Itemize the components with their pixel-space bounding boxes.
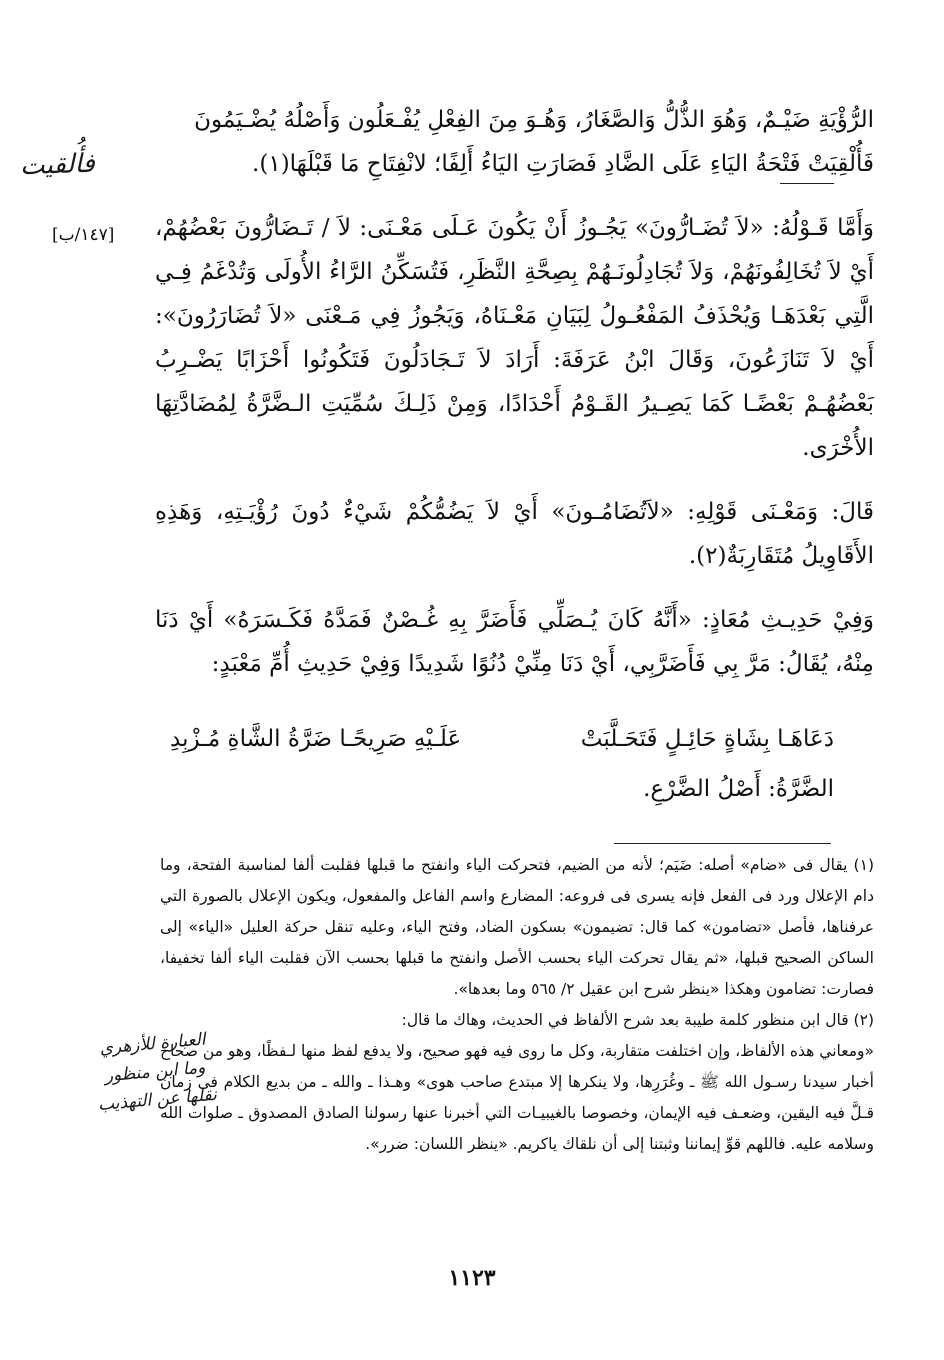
handwritten-line-3: نقلها عن التهذيب [97,1084,218,1116]
text-line-2: فَأُلْقِيَتْ فَتْحَةُ اليَاءِ عَلَى الضَّادِ فَصَارَتِ اليَاءُ أَلِفًا؛ لانْفِتَاحِ مَا قَبْلَهَا(١). [252,151,874,177]
footnote-divider [614,843,831,844]
footnote-2-body: «ومعاني هذه الألفاظ، وإن اختلفت متقاربة، وكل ما روى فيه فهو صحيح، ولا يدفع لفظ منها لـفظًا، وهو من صحاح أخبار سيدنا رسـول الله ﷺ ـ وغُرَرِها، ولا ينكرها إلا مبتدع صاحب هوى» وهـذا ـ والله ـ من بديع الكلام فى زمان قـلَّ فيه اليقين، وضعـف فيه الإيمان، وخصوصا بالغيبيـات التي أخبرنا عنها رسولنا الصادق المصدوق ـ صلوات الله وسلامه عليه. فاللهم قوِّ إيماننا وثبتنا إلى أن نلقاك ياكريم. «ينظر اللسان: ضرر». [160,1042,874,1153]
text-line-1: الرُّؤْيَةِ ضَيْـمٌ، وَهُوَ الذُّلُّ وَالصَّغَارُ، وَهُـوَ مِنَ الفِعْلِ يُفْـعَلُون وَأَصْلُهُ يُضْـيَمُونَ [194,107,874,133]
footnote-1: (١) يقال فى «ضام» أصله: ضَيَم؛ لأنه من الضيم، فتحركت الياء وانفتح ما قبلها فقلبت ألفا لمناسبة الفتحة، وما دام الإعلال ورد فى الفعل فإنه يسرى فى فروعه: المضارع واسم الفاعل والمفعول، ويكون الإعلال بالصورة التي عرفناها، فأصل «تضامون» كما قال: تضيمون» بسكون الضاد، وفتح الياء، وعليه تنقل حركة العليل «الياء» إلى الساكن الصحيح قبلها، «ثم يقال تحركت الياء بحسب الأصل وانفتح ما قبلها بحسب الآن فقلبت الياء ألفا تخفيفا، فصارت: تضامون وهكذا «ينظر شرح ابن عقيل ٢/ ٥٦٥ وما بعدها». [160,856,874,998]
paragraph-hadith-muadh: وَفِيْ حَدِيـثِ مُعَاذٍ: «أَنَّهُ كَانَ يُـصَلِّي فَأَضَرَّ بِهِ غُـصْنٌ فَمَدَّهُ فَكَـسَرَهُ» أَيْ دَنَا مِنْهُ، يُقَالُ: مَرَّ بِي فَأَضَرَّبِي، أَيْ دَنَا مِنِّيْ دُنُوًا شَدِيدًا وَفِيْ حَدِيثِ أُمِّ مَعْبَدٍ: [155,607,874,677]
paragraph-idiom: وَأَمَّا قَـوْلُهُ: «لاَ تُضَـارُّونَ» يَجُـوزُ أَنْ يَكُونَ عَـلَى مَعْـنَى: لاَ / تَـضَارُّونَ بَعْضُهُمْ، أَيْ لاَ تُخَالِفُونَهُمْ، وَلاَ تُجَادِلُونَـهُمْ بِصِحَّةِ النَّظَرِ، فَتُسَكِّنُ الرَّاءُ الأُولَى وَتُدْغَمُ فِـي الَّتِي بَعْدَهَـا وَيُحْذَفُ المَفْعُـولُ لِبَيَانِ مَعْـنَاهُ، وَيَجُوزُ فِي مَـعْنَى «لاَ تُضَارَرُونَ»: أَيْ لاَ تَنَازَعُونَ، وَقَالَ ابْنُ عَرَفَةَ: أَرَادَ لاَ تَـجَادَلُونَ فَتَكُونُوا أَحْزَابًا يَضْـرِبُ بَعْضُهُـمْ بَعْضًـا كَمَا يَصِـيرُ القَـوْمُ أَحْدَادًا، وَمِنْ ذَلِـكَ سُمِّيَتِ الـضَّرَّةُ لِمُضَادَّتِهَا الأُخْرَى. [155,215,874,461]
main-text [155,98,874,686]
handwritten-line-2: وما ابن منظور [103,1057,207,1087]
handwritten-line-1: العبارة للأزهري [98,1029,207,1059]
footnote-2-intro: (٢) قال ابن منظور كلمة طيبة بعد شرح الألفاظ في الحديث، وهاك ما قال: [401,1011,874,1029]
poem-hemistich-2: عَلَـيْهِ صَرِيحًـا ضَرَّةُ الشَّاةِ مُـزْبِدِ [170,726,462,752]
footnotes [160,850,874,1160]
poem-verse [170,726,834,752]
poem-gloss: الضَّرَّةُ: أَصْلُ الضَّرْعِ. [643,776,834,802]
paragraph-tudamun: قَالَ: وَمَعْـنَى قَوْلِهِ: «لاَتُضَامُـونَ» أَيْ لاَ يَضُمُّكُمْ شَيْءٌ دُونَ رُؤْيَـتِهِ، وَهَذِهِ الأَقَاوِيلُ مُتَقَارِبَةٌ(٢). [155,499,874,569]
handwritten-underline [780,183,834,184]
poem-hemistich-1: دَعَاهَـا بِشَاةٍ حَائِـلٍ فَتَحَـلَّبَتْ [580,726,834,752]
manuscript-folio-ref: [١٤٧/ب] [52,225,115,245]
handwritten-margin-note-top: فأُلقيت [19,148,96,182]
page-number: ١١٢٣ [448,1265,496,1291]
